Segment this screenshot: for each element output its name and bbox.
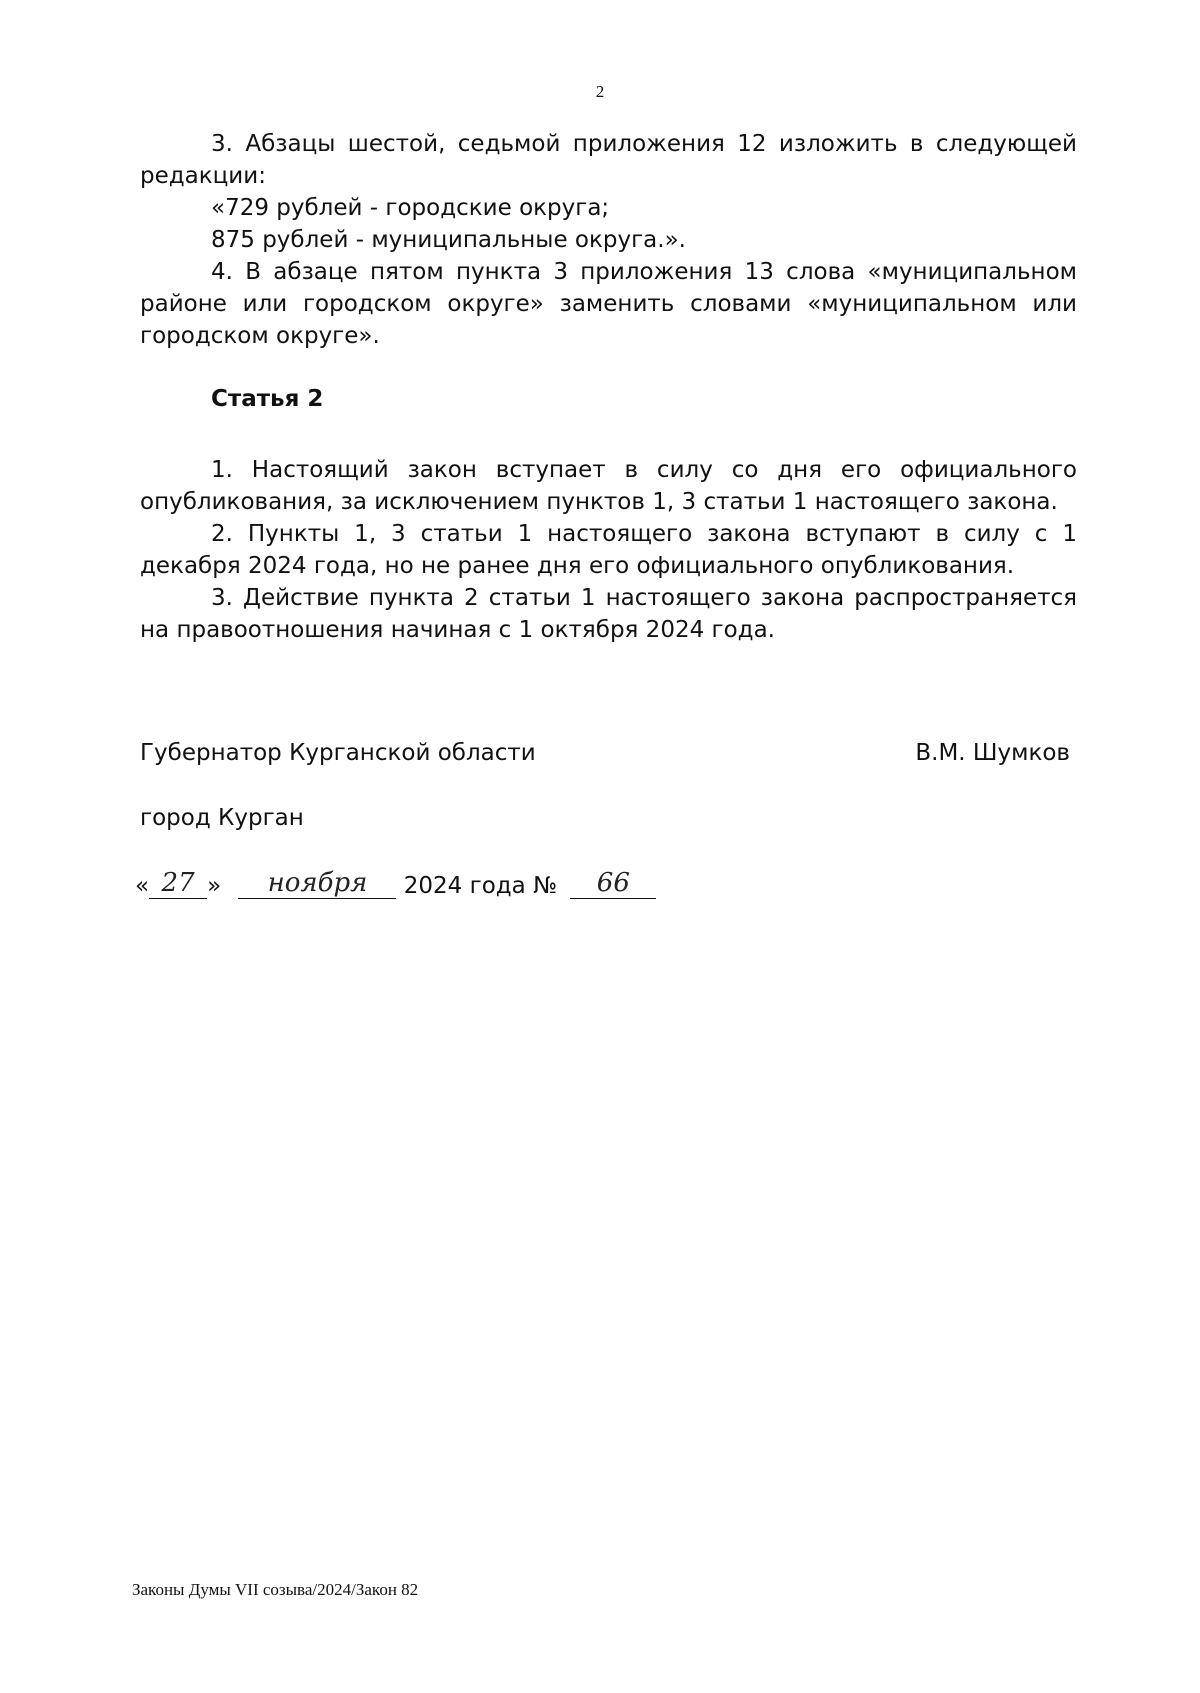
date-line — [135, 868, 656, 904]
article-2-paragraph-2: 2. Пункты 1, 3 статьи 1 настоящего закона вступают в силу с 1 декабря 2024 года, но не ранее дня его официального опубликования. — [140, 521, 1077, 579]
month-blank — [238, 868, 396, 899]
article-2-body — [140, 454, 1077, 646]
page-number: 2 — [595, 82, 605, 101]
article-2-paragraph-1: 1. Настоящий закон вступает в силу со дня его официального опубликования, за исключением пунктов 1, 3 статьи 1 настоящего закона. — [140, 457, 1077, 515]
quoted-line-875: 875 рублей - муниципальные округа.». — [211, 227, 686, 253]
footer-path: Законы Думы VII созыва/2024/Закон 82 — [132, 1580, 419, 1599]
day-blank — [149, 868, 207, 899]
open-quote: « — [135, 873, 150, 899]
handwritten-day: 27 — [161, 868, 195, 898]
number-blank — [570, 868, 656, 899]
paragraph-item-3: 3. Абзацы шестой, седьмой приложения 12 изложить в следующей редакции: — [140, 131, 1077, 189]
city: город Курган — [140, 805, 304, 831]
signatory-position: Губернатор Курганской области — [140, 740, 536, 766]
year-text: 2024 года № — [403, 873, 558, 899]
close-quote: » — [207, 873, 222, 899]
article-2-paragraph-3: 3. Действие пункта 2 статьи 1 настоящего закона распространяется на правоотношения начиная с 1 октября 2024 года. — [140, 585, 1077, 643]
handwritten-number: 66 — [596, 868, 630, 898]
signatory-name: В.М. Шумков — [915, 740, 1070, 766]
amendments-section — [140, 128, 1077, 352]
quoted-line-729: «729 рублей - городские округа; — [211, 195, 610, 221]
handwritten-month: ноября — [267, 868, 368, 898]
article-heading: Статья 2 — [211, 386, 324, 412]
paragraph-item-4: 4. В абзаце пятом пункта 3 приложения 13 слова «муниципальном районе или городском округе» заменить словами «муниципальном или городском округе». — [140, 259, 1077, 349]
